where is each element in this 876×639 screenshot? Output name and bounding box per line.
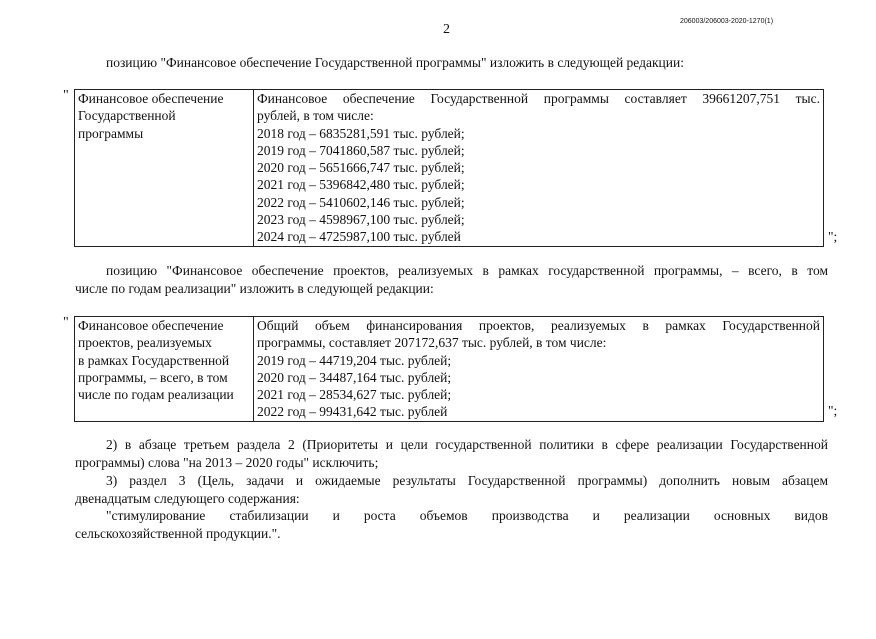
block2-intro-line: позицию "Финансовое обеспечение проектов, реализуемых в рамках государственной программы, – всего, в том: [106, 263, 828, 278]
page-number: 2: [443, 22, 450, 37]
block2-intro: [75, 262, 828, 298]
item-3-line: двенадцатым следующего содержания:: [75, 491, 300, 506]
table-value-line: Финансовое обеспечение Государственной программы составляет 39661207,751 тыс.: [257, 91, 820, 106]
table-value-line: 2019 год – 44719,204 тыс. рублей;: [257, 352, 452, 368]
block2-close-quote: ";: [828, 403, 838, 418]
table-value-line: программы, составляет 207172,637 тыс. рублей, в том числе:: [257, 335, 607, 351]
table-label-line: Финансовое обеспечение: [78, 318, 224, 333]
table-label-line: числе по годам реализации: [78, 387, 234, 403]
new-paragraph-quote: [75, 507, 828, 543]
block2-intro-line: числе по годам реализации" изложить в следующей редакции:: [75, 281, 434, 296]
quote-line: сельскохозяйственной продукции.".: [75, 526, 281, 541]
financing-table-label-cell: [75, 90, 254, 247]
item-2-line: 2) в абзаце третьем раздела 2 (Приоритеты и цели государственной политики в сфере реализации Государственной: [106, 437, 828, 452]
quote-line: "стимулирование стабилизации и роста объемов производства и реализации основных видов: [106, 508, 828, 523]
table-value-line: 2021 год – 5396842,480 тыс. рублей;: [257, 177, 465, 193]
item-2-line: программы) слова "на 2013 – 2020 годы" исключить;: [75, 455, 379, 470]
block1-close-quote: ";: [828, 229, 838, 244]
table-label-line: Финансовое обеспечение: [78, 91, 224, 106]
financing-table-value-cell: [254, 90, 824, 247]
table-value-line: 2023 год – 4598967,100 тыс. рублей;: [257, 212, 465, 228]
table-label-line: программы, – всего, в том: [78, 369, 228, 385]
item-3-line: 3) раздел 3 (Цель, задачи и ожидаемые результаты Государственной программы) дополнить новым абзацем: [106, 473, 828, 488]
projects-table-value-cell: [254, 317, 824, 422]
block1-open-quote: ": [63, 88, 69, 103]
financing-table: [74, 89, 824, 247]
table-value-line: рублей, в том числе:: [257, 108, 374, 124]
projects-table-label-cell: [75, 317, 254, 422]
table-value-line: 2022 год – 5410602,146 тыс. рублей;: [257, 194, 465, 210]
item-3: [75, 472, 828, 508]
table-value-line: 2020 год – 5651666,747 тыс. рублей;: [257, 160, 465, 176]
document-code: 206003/206003-2020-1270(1): [680, 18, 774, 25]
table-value-line: Общий объем финансирования проектов, реализуемых в рамках Государственной: [257, 318, 820, 333]
table-value-line: 2019 год – 7041860,587 тыс. рублей;: [257, 142, 465, 158]
table-value-line: 2020 год – 34487,164 тыс. рублей;: [257, 369, 452, 385]
table-label-line: Государственной: [78, 108, 176, 124]
table-label-line: программы: [78, 125, 144, 141]
table-label-line: проектов, реализуемых: [78, 335, 212, 351]
block1-intro: позицию "Финансовое обеспечение Государственной программы" изложить в следующей редакции:: [106, 55, 684, 70]
table-label-line: в рамках Государственной: [78, 352, 230, 368]
projects-table: [74, 316, 824, 422]
item-2: [75, 436, 828, 472]
table-value-line: 2022 год – 99431,642 тыс. рублей: [257, 404, 448, 420]
table-value-line: 2024 год – 4725987,100 тыс. рублей: [257, 229, 461, 245]
table-value-line: 2018 год – 6835281,591 тыс. рублей;: [257, 125, 465, 141]
block2-open-quote: ": [63, 315, 69, 330]
table-value-line: 2021 год – 28534,627 тыс. рублей;: [257, 387, 452, 403]
